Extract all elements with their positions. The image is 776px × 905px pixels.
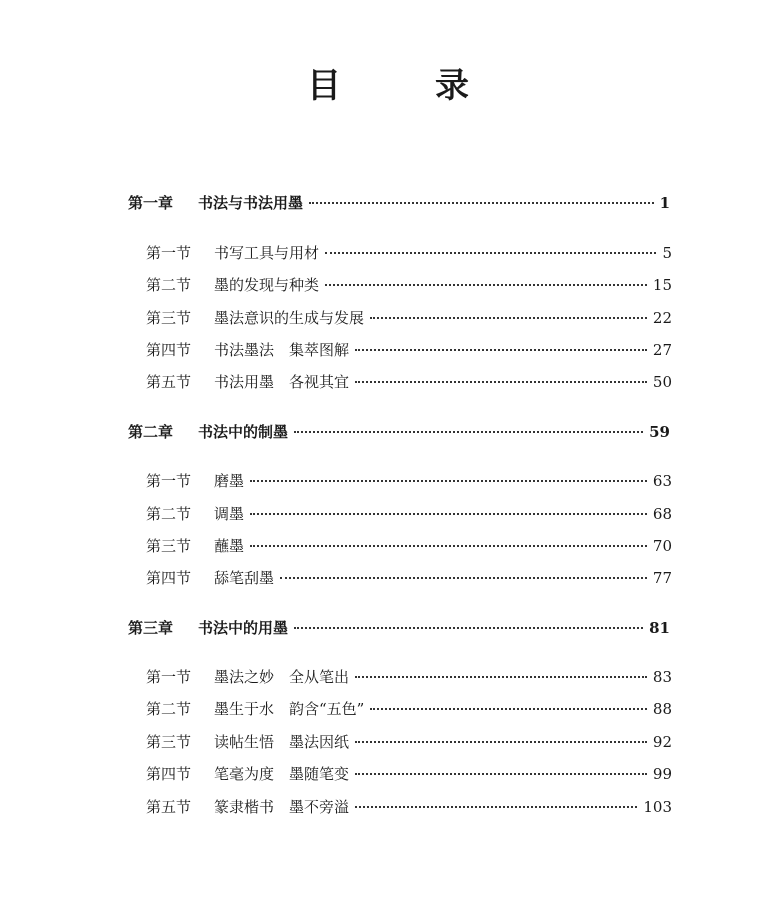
section-number: 第一节 xyxy=(146,668,192,686)
toc-section-2-2[interactable] xyxy=(146,503,672,525)
page-number: 103 xyxy=(643,798,672,816)
section-title: 墨法之妙 全从笔出 xyxy=(214,668,350,686)
dot-leader xyxy=(325,251,656,254)
dot-leader xyxy=(309,201,654,204)
chapter-number: 第一章 xyxy=(128,194,174,212)
section-title: 调墨 xyxy=(214,505,245,523)
toc-chapter-2[interactable] xyxy=(128,421,670,443)
toc-section-2-3[interactable] xyxy=(146,535,672,557)
section-number: 第五节 xyxy=(146,798,192,816)
section-title: 墨法意识的生成与发展 xyxy=(214,309,365,327)
section-number: 第五节 xyxy=(146,373,192,391)
toc-section-1-3[interactable] xyxy=(146,307,672,329)
section-number: 第四节 xyxy=(146,341,192,359)
toc-section-3-2[interactable] xyxy=(146,698,672,720)
page-number: 15 xyxy=(652,276,672,294)
page-number: 70 xyxy=(652,537,672,555)
page-title: 目 录 xyxy=(307,66,499,106)
section-number: 第三节 xyxy=(146,733,192,751)
dot-leader xyxy=(355,805,637,808)
section-number: 第四节 xyxy=(146,569,192,587)
page-number: 5 xyxy=(662,244,672,262)
section-number: 第三节 xyxy=(146,537,192,555)
section-number: 第二节 xyxy=(146,276,192,294)
page-number: 63 xyxy=(652,472,672,490)
section-title: 蘸墨 xyxy=(214,537,245,555)
dot-leader xyxy=(250,479,647,482)
toc-section-1-4[interactable] xyxy=(146,339,672,361)
section-number: 第一节 xyxy=(146,472,192,490)
section-title: 读帖生悟 墨法因纸 xyxy=(214,733,350,751)
page-number: 81 xyxy=(649,619,670,637)
toc-section-3-5[interactable] xyxy=(146,796,672,818)
section-title: 书法墨法 集萃图解 xyxy=(214,341,350,359)
page-number: 92 xyxy=(652,733,672,751)
page-number: 77 xyxy=(652,569,672,587)
dot-leader xyxy=(250,512,647,515)
toc-section-3-4[interactable] xyxy=(146,763,672,785)
dot-leader xyxy=(355,675,647,678)
section-number: 第三节 xyxy=(146,309,192,327)
section-title: 笔毫为度 墨随笔变 xyxy=(214,765,350,783)
toc-section-3-3[interactable] xyxy=(146,731,672,753)
dot-leader xyxy=(355,348,647,351)
dot-leader xyxy=(294,430,643,433)
chapter-title: 书法中的用墨 xyxy=(198,619,289,637)
dot-leader xyxy=(250,544,647,547)
section-number: 第二节 xyxy=(146,700,192,718)
chapter-title: 书法与书法用墨 xyxy=(198,194,304,212)
page-number: 27 xyxy=(652,341,672,359)
section-title: 书法用墨 各视其宜 xyxy=(214,373,350,391)
toc-section-2-1[interactable] xyxy=(146,470,672,492)
chapter-title: 书法中的制墨 xyxy=(198,423,289,441)
toc-section-2-4[interactable] xyxy=(146,567,672,589)
chapter-number: 第三章 xyxy=(128,619,174,637)
page-number: 1 xyxy=(659,194,670,212)
dot-leader xyxy=(370,316,647,319)
toc-section-1-1[interactable] xyxy=(146,242,672,264)
page-number: 88 xyxy=(652,700,672,718)
dot-leader xyxy=(294,626,643,629)
page-number: 59 xyxy=(649,423,670,441)
section-title: 篆隶楷书 墨不旁溢 xyxy=(214,798,350,816)
dot-leader xyxy=(355,772,647,775)
section-title: 舔笔刮墨 xyxy=(214,569,275,587)
toc-chapter-1[interactable] xyxy=(128,192,670,214)
section-number: 第四节 xyxy=(146,765,192,783)
dot-leader xyxy=(280,576,647,579)
page-number: 68 xyxy=(652,505,672,523)
toc-section-3-1[interactable] xyxy=(146,666,672,688)
dot-leader xyxy=(355,380,647,383)
toc-section-1-2[interactable] xyxy=(146,274,672,296)
section-title: 磨墨 xyxy=(214,472,245,490)
dot-leader xyxy=(370,707,647,710)
section-title: 墨的发现与种类 xyxy=(214,276,320,294)
dot-leader xyxy=(325,283,647,286)
section-number: 第二节 xyxy=(146,505,192,523)
toc-section-1-5[interactable] xyxy=(146,371,672,393)
section-title: 墨生于水 韵含“五色” xyxy=(214,700,365,718)
page-number: 99 xyxy=(652,765,672,783)
page-number: 83 xyxy=(652,668,672,686)
section-number: 第一节 xyxy=(146,244,192,262)
section-title: 书写工具与用材 xyxy=(214,244,320,262)
page-number: 50 xyxy=(652,373,672,391)
page-number: 22 xyxy=(652,309,672,327)
dot-leader xyxy=(355,740,647,743)
toc-chapter-3[interactable] xyxy=(128,617,670,639)
chapter-number: 第二章 xyxy=(128,423,174,441)
